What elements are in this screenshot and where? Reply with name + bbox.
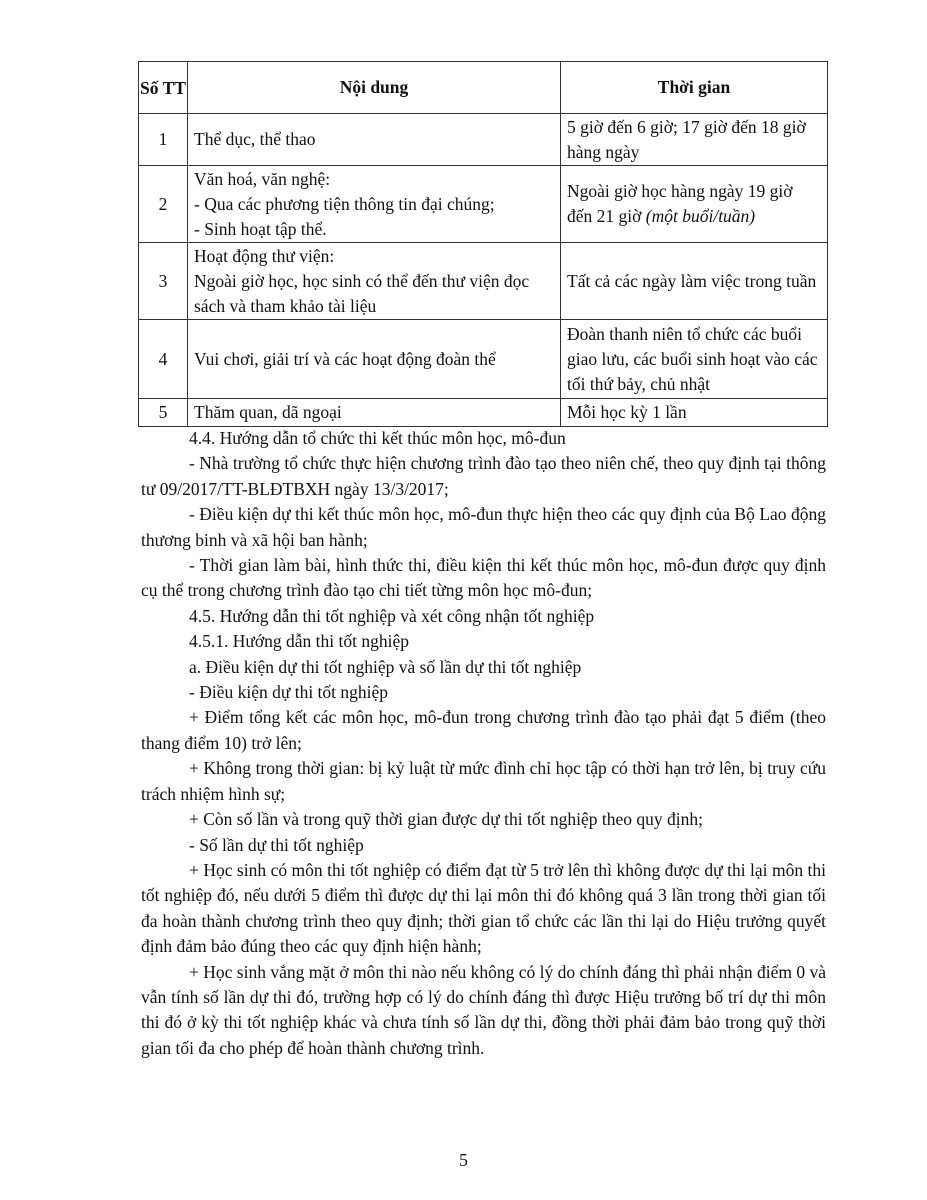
paragraph: + Học sinh có môn thi tốt nghiệp có điểm đạt từ 5 trở lên thì không được dự thi lại môn thi tốt nghiệp đó, nếu dưới 5 điểm thì được dự thi lại môn thi đó không quá 3 lần trong thời gian tối đa hoàn thành chương trình theo quy định; thời gian tổ chức các lần thi lại do Hiệu trưởng quyết định đảm bảo đúng theo các quy định hiện hành;: [141, 859, 826, 957]
row-number: 3: [139, 243, 188, 320]
time-text: 5 giờ đến 6 giờ; 17 giờ đến 18 giờ hàng ngày: [567, 116, 806, 162]
table-header-row: [139, 62, 828, 114]
subsection-heading: 4.5.1. Hướng dẫn thi tốt nghiệp: [189, 631, 409, 652]
time-text: Tất cả các ngày làm việc trong tuần: [567, 270, 817, 291]
header-time: Thời gian: [561, 62, 828, 114]
section-heading: 4.5. Hướng dẫn thi tốt nghiệp và xét công nhận tốt nghiệp: [189, 605, 595, 626]
paragraph: - Điều kiện dự thi kết thúc môn học, mô-đun thực hiện theo các quy định của Bộ Lao động thương binh và xã hội ban hành;: [141, 504, 826, 550]
table-row: [139, 166, 828, 243]
content-line: Văn hoá, văn nghệ:: [194, 168, 331, 189]
row-content: [188, 399, 561, 427]
table-row: [139, 399, 828, 427]
paragraph: + Điểm tổng kết các môn học, mô-đun trong chương trình đào tạo phải đạt 5 điểm (theo thang điểm 10) trở lên;: [141, 707, 826, 753]
row-time: [561, 166, 828, 243]
row-time: [561, 320, 828, 399]
paragraph: - Số lần dự thi tốt nghiệp: [189, 834, 364, 855]
row-content: [188, 166, 561, 243]
paragraph: + Học sinh vắng mặt ở môn thi nào nếu không có lý do chính đáng thì phải nhận điểm 0 và vẫn tính số lần dự thi đó, trường hợp có lý do chính đáng thì được Hiệu trưởng bố trí dự thi môn thi đó ở kỳ thi tốt nghiệp khác và chưa tính số lần dự thi, đồng thời phải đảm bảo trong quỹ thời gian tối đa cho phép để hoàn thành chương trình.: [141, 961, 826, 1058]
time-text: Mỗi học kỳ 1 lần: [567, 402, 687, 422]
row-content: [188, 114, 561, 166]
row-time: [561, 243, 828, 320]
content-line: - Sinh hoạt tập thể.: [194, 218, 327, 239]
header-content: Nội dung: [188, 62, 561, 114]
content-line: Thể dục, thể thao: [194, 129, 316, 149]
body-text: [141, 426, 826, 1061]
content-line: Thăm quan, dã ngoại: [194, 402, 342, 422]
paragraph: a. Điều kiện dự thi tốt nghiệp và số lần dự thi tốt nghiệp: [189, 656, 582, 677]
paragraph: - Thời gian làm bài, hình thức thi, điều kiện thi kết thúc môn học, mô-đun được quy định cụ thể trong chương trình đào tạo chi tiết từng môn học mô-đun;: [141, 555, 826, 601]
section-heading: 4.4. Hướng dẫn tổ chức thi kết thúc môn học, mô-đun: [189, 428, 566, 448]
paragraph: + Không trong thời gian: bị kỷ luật từ mức đình chỉ học tập có thời hạn trở lên, bị truy cứu trách nhiệm hình sự;: [141, 758, 826, 804]
time-text: Đoàn thanh niên tổ chức các buổi giao lưu, các buổi sinh hoạt vào các tối thứ bảy, chủ nhật: [567, 323, 818, 394]
row-content: [188, 243, 561, 320]
row-number: 4: [139, 320, 188, 399]
row-content: [188, 320, 561, 399]
time-note: (một buổi/tuần): [645, 206, 756, 226]
paragraph: + Còn số lần và trong quỹ thời gian được dự thi tốt nghiệp theo quy định;: [189, 809, 703, 830]
table-row: [139, 114, 828, 166]
header-number: Số TT: [139, 62, 188, 114]
row-time: [561, 114, 828, 166]
table-row: [139, 320, 828, 399]
row-time: [561, 399, 828, 427]
row-number: 5: [139, 399, 188, 427]
paragraph: - Điều kiện dự thi tốt nghiệp: [189, 682, 389, 703]
table-row: [139, 243, 828, 320]
content-line: Vui chơi, giải trí và các hoạt động đoàn thể: [194, 348, 496, 369]
row-number: 2: [139, 166, 188, 243]
time-text: Ngoài giờ học hàng ngày 19 giờ đến 21 giờ: [567, 181, 793, 226]
content-line: Ngoài giờ học, học sinh có thể đến thư viện đọc sách và tham khảo tài liệu: [194, 270, 530, 316]
row-number: 1: [139, 114, 188, 166]
content-line: - Qua các phương tiện thông tin đại chúng;: [194, 193, 495, 214]
page-number: 5: [459, 1150, 468, 1170]
content-line: Hoạt động thư viện:: [194, 245, 335, 266]
paragraph: - Nhà trường tổ chức thực hiện chương trình đào tạo theo niên chế, theo quy định tại thông tư 09/2017/TT-BLĐTBXH ngày 13/3/2017;: [141, 453, 826, 499]
activity-schedule-table: [138, 61, 828, 427]
